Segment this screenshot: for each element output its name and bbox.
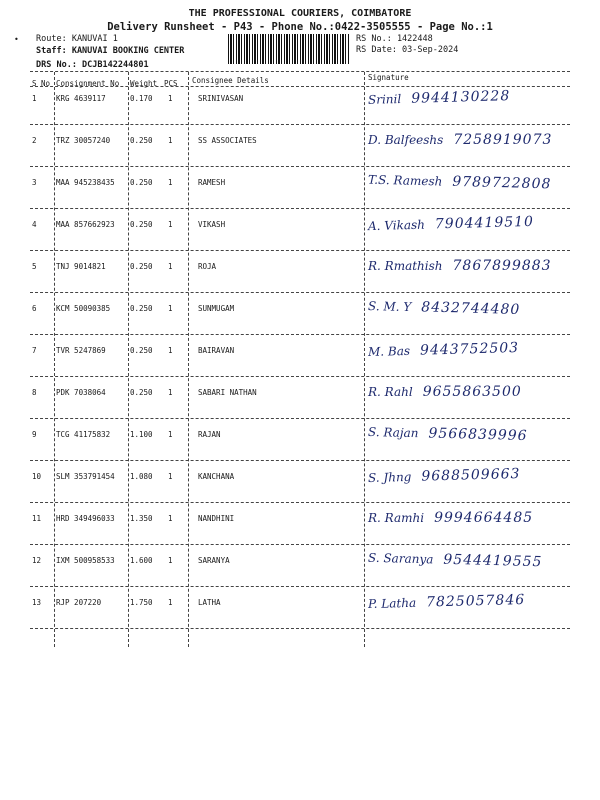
row-sno: 11	[32, 514, 42, 523]
route-label: Route: KANUVAI 1	[36, 34, 118, 44]
row-divider	[30, 544, 570, 545]
handwritten-signature	[368, 172, 552, 193]
handwritten-signature	[368, 466, 521, 486]
col-signature: Signature	[368, 73, 409, 82]
row-sno: 8	[32, 388, 37, 397]
row-weight: 1.100	[130, 430, 153, 439]
row-divider	[30, 460, 570, 461]
row-weight: 1.080	[130, 472, 153, 481]
signature-name: S. Rajan	[367, 424, 419, 441]
row-consignment-no: TVR 5247869	[56, 346, 106, 355]
col-consignee: Consignee Details	[192, 76, 269, 85]
row-weight: 1.350	[130, 514, 153, 523]
punch-mark: •	[14, 35, 19, 44]
row-weight: 1.600	[130, 556, 153, 565]
row-pcs: 1	[168, 598, 173, 607]
row-pcs: 1	[168, 556, 173, 565]
signature-phone: 7258919073	[453, 132, 553, 148]
handwritten-signature	[368, 592, 526, 612]
row-weight: 0.250	[130, 304, 153, 313]
row-pcs: 1	[168, 472, 173, 481]
row-consignment-no: SLM 353791454	[56, 472, 115, 481]
row-consignee: SARANYA	[198, 556, 230, 565]
row-consignment-no: TRZ 30057240	[56, 136, 111, 145]
signature-name: R. Ramhi	[368, 511, 425, 525]
signature-phone: 7867899883	[452, 258, 552, 274]
row-consignee: RAJAN	[198, 430, 221, 439]
row-consignment-no: RJP 207220	[56, 598, 102, 607]
row-pcs: 1	[168, 430, 173, 439]
company-title: THE PROFESSIONAL COURIERS, COIMBATORE	[188, 8, 412, 19]
signature-phone: 9655863500	[422, 384, 522, 400]
row-sno: 6	[32, 304, 37, 313]
row-consignee: SUNMUGAM	[198, 304, 235, 313]
row-consignment-no: IXM 500958533	[56, 556, 115, 565]
staff-label: Staff: KANUVAI BOOKING CENTER	[36, 46, 185, 56]
signature-phone: 7904419510	[434, 213, 535, 233]
row-weight: 0.250	[130, 136, 153, 145]
header-top-rule	[30, 71, 570, 72]
row-consignee: SABARI NATHAN	[198, 388, 257, 397]
row-consignee: RAMESH	[198, 178, 226, 187]
handwritten-signature	[368, 550, 543, 571]
row-sno: 4	[32, 220, 37, 229]
row-sno: 3	[32, 178, 37, 187]
row-consignment-no: MAA 857662923	[56, 220, 115, 229]
row-consignment-no: HRD 349496033	[56, 514, 115, 523]
row-pcs: 1	[168, 388, 173, 397]
row-weight: 1.750	[130, 598, 153, 607]
signature-name: Srinil	[367, 91, 402, 107]
row-consignment-no: PDK 7038064	[56, 388, 106, 397]
row-consignee: LATHA	[198, 598, 221, 607]
handwritten-signature	[368, 424, 528, 444]
row-consignee: BAIRAVAN	[198, 346, 235, 355]
signature-name: M. Bas	[367, 343, 411, 359]
handwritten-signature	[368, 384, 522, 400]
row-pcs: 1	[168, 304, 173, 313]
row-divider	[30, 376, 570, 377]
handwritten-signature	[368, 298, 521, 318]
row-weight: 0.250	[130, 388, 153, 397]
col-weight: Weight	[130, 79, 158, 88]
handwritten-signature	[368, 214, 534, 234]
row-sno: 9	[32, 430, 37, 439]
signature-phone: 8432744480	[421, 299, 521, 318]
row-weight: 0.250	[130, 346, 153, 355]
barcode	[228, 34, 350, 64]
row-pcs: 1	[168, 346, 173, 355]
handwritten-signature	[368, 258, 552, 274]
signature-phone: 9944130228	[411, 88, 511, 107]
col-pcs: PCS	[164, 79, 178, 88]
col-divider	[128, 72, 129, 647]
runsheet-subtitle: Delivery Runsheet - P43 - Phone No.:0422-3505555 - Page No.:1	[107, 21, 493, 33]
row-consignment-no: TCG 41175832	[56, 430, 111, 439]
row-consignee: VIKASH	[198, 220, 226, 229]
row-sno: 1	[32, 94, 37, 103]
row-weight: 0.250	[130, 220, 153, 229]
row-sno: 12	[32, 556, 42, 565]
signature-name: T.S. Ramesh	[367, 172, 443, 189]
row-consignee: ROJA	[198, 262, 217, 271]
signature-name: S. M. Y	[367, 299, 412, 315]
row-sno: 5	[32, 262, 37, 271]
signature-phone: 9688509663	[421, 466, 521, 485]
handwritten-signature	[368, 340, 519, 360]
signature-phone: 9789722808	[452, 173, 552, 193]
row-weight: 0.170	[130, 94, 153, 103]
row-sno: 2	[32, 136, 37, 145]
signature-name: A. Vikash	[367, 217, 426, 234]
row-pcs: 1	[168, 220, 173, 229]
signature-name: S. Jhng	[367, 469, 412, 485]
row-divider	[30, 124, 570, 125]
signature-phone: 9443752503	[419, 340, 520, 359]
signature-name: R. Rmathish	[368, 259, 443, 273]
row-consignment-no: TNJ 9014821	[56, 262, 106, 271]
signature-name: S. Saranya	[367, 550, 434, 567]
row-consignment-no: KRG 4639117	[56, 94, 106, 103]
row-consignee: SS ASSOCIATES	[198, 136, 257, 145]
signature-name: P. Latha	[367, 595, 417, 612]
col-consignment: Consignment No	[56, 79, 120, 88]
signature-name: D. Balfeeshs	[368, 133, 444, 147]
rs-date: RS Date: 03-Sep-2024	[356, 45, 459, 55]
drs-number: DRS No.: DCJB142244801	[36, 60, 149, 70]
row-consignment-no: KCM 50090385	[56, 304, 111, 313]
rs-number: RS No.: 1422448	[356, 34, 433, 44]
row-divider	[30, 208, 570, 209]
col-divider	[54, 72, 55, 647]
row-divider	[30, 292, 570, 293]
handwritten-signature	[368, 510, 533, 526]
row-divider	[30, 586, 570, 587]
row-divider	[30, 502, 570, 503]
handwritten-signature	[368, 132, 552, 148]
row-pcs: 1	[168, 514, 173, 523]
row-divider	[30, 250, 570, 251]
row-pcs: 1	[168, 94, 173, 103]
signature-phone: 9544419555	[443, 551, 543, 571]
row-divider	[30, 166, 570, 167]
row-pcs: 1	[168, 136, 173, 145]
row-consignee: KANCHANA	[198, 472, 235, 481]
signature-phone: 9994664485	[434, 510, 534, 526]
signature-phone: 7825057846	[425, 591, 526, 611]
col-divider	[364, 72, 365, 647]
row-divider	[30, 628, 570, 629]
row-pcs: 1	[168, 262, 173, 271]
row-consignee: SRINIVASAN	[198, 94, 244, 103]
row-pcs: 1	[168, 178, 173, 187]
row-divider	[30, 334, 570, 335]
row-divider	[30, 418, 570, 419]
row-sno: 10	[32, 472, 42, 481]
col-divider	[188, 72, 189, 647]
row-weight: 0.250	[130, 262, 153, 271]
signature-name: R. Rahl	[368, 385, 413, 399]
handwritten-signature	[368, 88, 511, 108]
row-weight: 0.250	[130, 178, 153, 187]
row-sno: 7	[32, 346, 37, 355]
signature-phone: 9566839996	[428, 425, 528, 445]
row-consignee: NANDHINI	[198, 514, 235, 523]
row-sno: 13	[32, 598, 42, 607]
row-consignment-no: MAA 945238435	[56, 178, 115, 187]
col-sno: S No	[32, 79, 51, 88]
